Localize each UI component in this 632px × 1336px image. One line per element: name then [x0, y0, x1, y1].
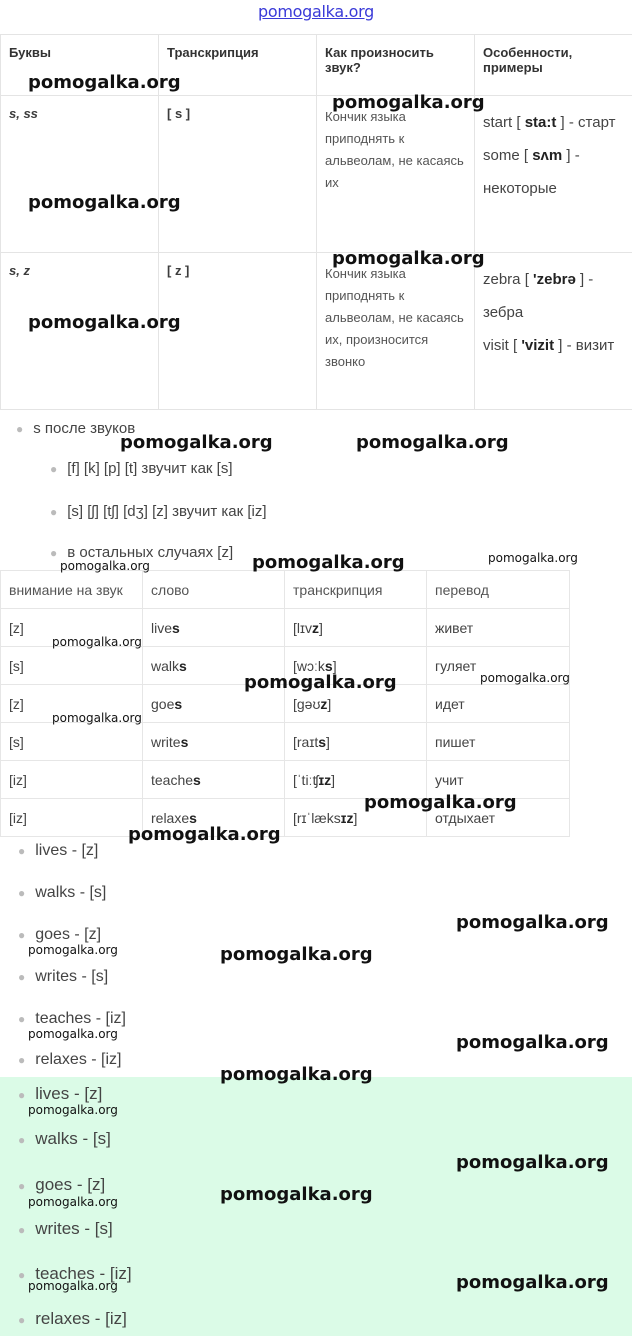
sound-cell: [s]	[1, 723, 143, 761]
word-cell: writes	[143, 723, 285, 761]
sound-cell: [z]	[1, 609, 143, 647]
pronunciation-cell: Кончик языка приподнять к альвеолам, не касаясь их	[317, 96, 475, 253]
watermark: pomogalka.org	[52, 635, 142, 649]
sound-cell: [iz]	[1, 799, 143, 837]
header-cell: Как произносить звук?	[317, 35, 475, 96]
table-header-row	[1, 571, 570, 609]
translation-cell: гуляет	[427, 647, 570, 685]
word-cell: lives	[143, 609, 285, 647]
watermark: pomogalka.org	[28, 1103, 118, 1117]
watermark: pomogalka.org	[60, 559, 150, 573]
transcription-cell: [gəʊz]	[285, 685, 427, 723]
watermark: pomogalka.org	[28, 312, 181, 333]
translation-cell: пишет	[427, 723, 570, 761]
watermark: pomogalka.org	[220, 1184, 373, 1205]
header-cell: внимание на звук	[1, 571, 143, 609]
watermark: pomogalka.org	[52, 711, 142, 725]
transcription-cell: [ z ]	[159, 253, 317, 410]
sound-cell: [z]	[1, 685, 143, 723]
list-item: ● relaxes - [iz]	[18, 1051, 122, 1068]
watermark: pomogalka.org	[28, 1279, 118, 1293]
list-item: ● teaches - [iz]	[18, 1264, 132, 1283]
translation-cell: идет	[427, 685, 570, 723]
sound-cell: [s]	[1, 647, 143, 685]
transcription-cell: [ˈtiːʧɪz]	[285, 761, 427, 799]
rule-sub: ● в остальных случаях [z]	[50, 544, 234, 561]
list-item: ● lives - [z]	[18, 1084, 103, 1103]
example: zebra [ 'zebrə ] - зебра	[483, 271, 594, 321]
transcription-cell: [raɪts]	[285, 723, 427, 761]
watermark: pomogalka.org	[28, 72, 181, 93]
watermark: pomogalka.org	[120, 432, 273, 453]
example: visit [ 'vizit ] - визит	[483, 337, 615, 354]
example: some [ sʌm ] - некоторые	[483, 147, 580, 197]
watermark: pomogalka.org	[220, 1064, 373, 1085]
watermark: pomogalka.org	[28, 192, 181, 213]
header-cell: Особенности, примеры	[475, 35, 632, 96]
watermark: pomogalka.org	[244, 672, 397, 693]
table-row	[1, 96, 632, 253]
watermark: pomogalka.org	[28, 1195, 118, 1209]
watermark: pomogalka.org	[480, 671, 570, 685]
list-item: ● relaxes - [iz]	[18, 1309, 127, 1328]
transcription-cell: [lɪvz]	[285, 609, 427, 647]
watermark: pomogalka.org	[364, 792, 517, 813]
header-cell: Транскрипция	[159, 35, 317, 96]
translation-cell: отдыхает	[427, 799, 570, 837]
translation-cell: живет	[427, 609, 570, 647]
rule-main: ● s после звуков	[16, 420, 136, 437]
watermark: pomogalka.org	[128, 824, 281, 845]
watermark: pomogalka.org	[356, 432, 509, 453]
watermark: pomogalka.org	[456, 912, 609, 933]
header-cell: Буквы	[1, 35, 159, 96]
watermark: pomogalka.org	[456, 1032, 609, 1053]
sound-cell: [iz]	[1, 761, 143, 799]
list-item: ● teaches - [iz]	[18, 1010, 126, 1027]
list-item: ● writes - [s]	[18, 968, 109, 985]
watermark: pomogalka.org	[456, 1272, 609, 1293]
pronunciation-cell: Кончик языка приподнять к альвеолам, не касаясь их, произносится звонко	[317, 253, 475, 410]
table-row	[1, 723, 570, 761]
watermark: pomogalka.org	[252, 552, 405, 573]
watermark: pomogalka.org	[28, 943, 118, 957]
watermark: pomogalka.org	[456, 1152, 609, 1173]
letters-cell: s, z	[1, 253, 159, 410]
list-item: ● lives - [z]	[18, 842, 99, 859]
site-link[interactable]: pomogalka.org	[258, 2, 374, 21]
header-cell: транскрипция	[285, 571, 427, 609]
transcription-cell: [rɪˈlæksɪz]	[285, 799, 427, 837]
letters-cell: s, ss	[1, 96, 159, 253]
word-cell: relaxes	[143, 799, 285, 837]
rule-sub: ● [f] [k] [p] [t] звучит как [s]	[50, 460, 233, 477]
watermark: pomogalka.org	[488, 551, 578, 565]
watermark: pomogalka.org	[220, 944, 373, 965]
header-cell: перевод	[427, 571, 570, 609]
list-item: ● walks - [s]	[18, 884, 107, 901]
word-cell: walks	[143, 647, 285, 685]
word-cell: teaches	[143, 761, 285, 799]
list-item: ● goes - [z]	[18, 1175, 106, 1194]
list-item: ● goes - [z]	[18, 926, 102, 943]
examples-cell	[475, 96, 632, 253]
rule-sub: ● [s] [ʃ] [tʃ] [dʒ] [z] звучит как [iz]	[50, 503, 267, 520]
word-cell: goes	[143, 685, 285, 723]
translation-cell: учит	[427, 761, 570, 799]
watermark: pomogalka.org	[28, 1027, 118, 1041]
list-item: ● writes - [s]	[18, 1219, 113, 1238]
transcription-cell: [wɔːks]	[285, 647, 427, 685]
watermark: pomogalka.org	[332, 248, 485, 269]
watermark: pomogalka.org	[332, 92, 485, 113]
list-item: ● walks - [s]	[18, 1129, 111, 1148]
examples-cell	[475, 253, 632, 410]
example: start [ sta:t ] - старт	[483, 114, 616, 131]
transcription-cell: [ s ]	[159, 96, 317, 253]
header-cell: слово	[143, 571, 285, 609]
